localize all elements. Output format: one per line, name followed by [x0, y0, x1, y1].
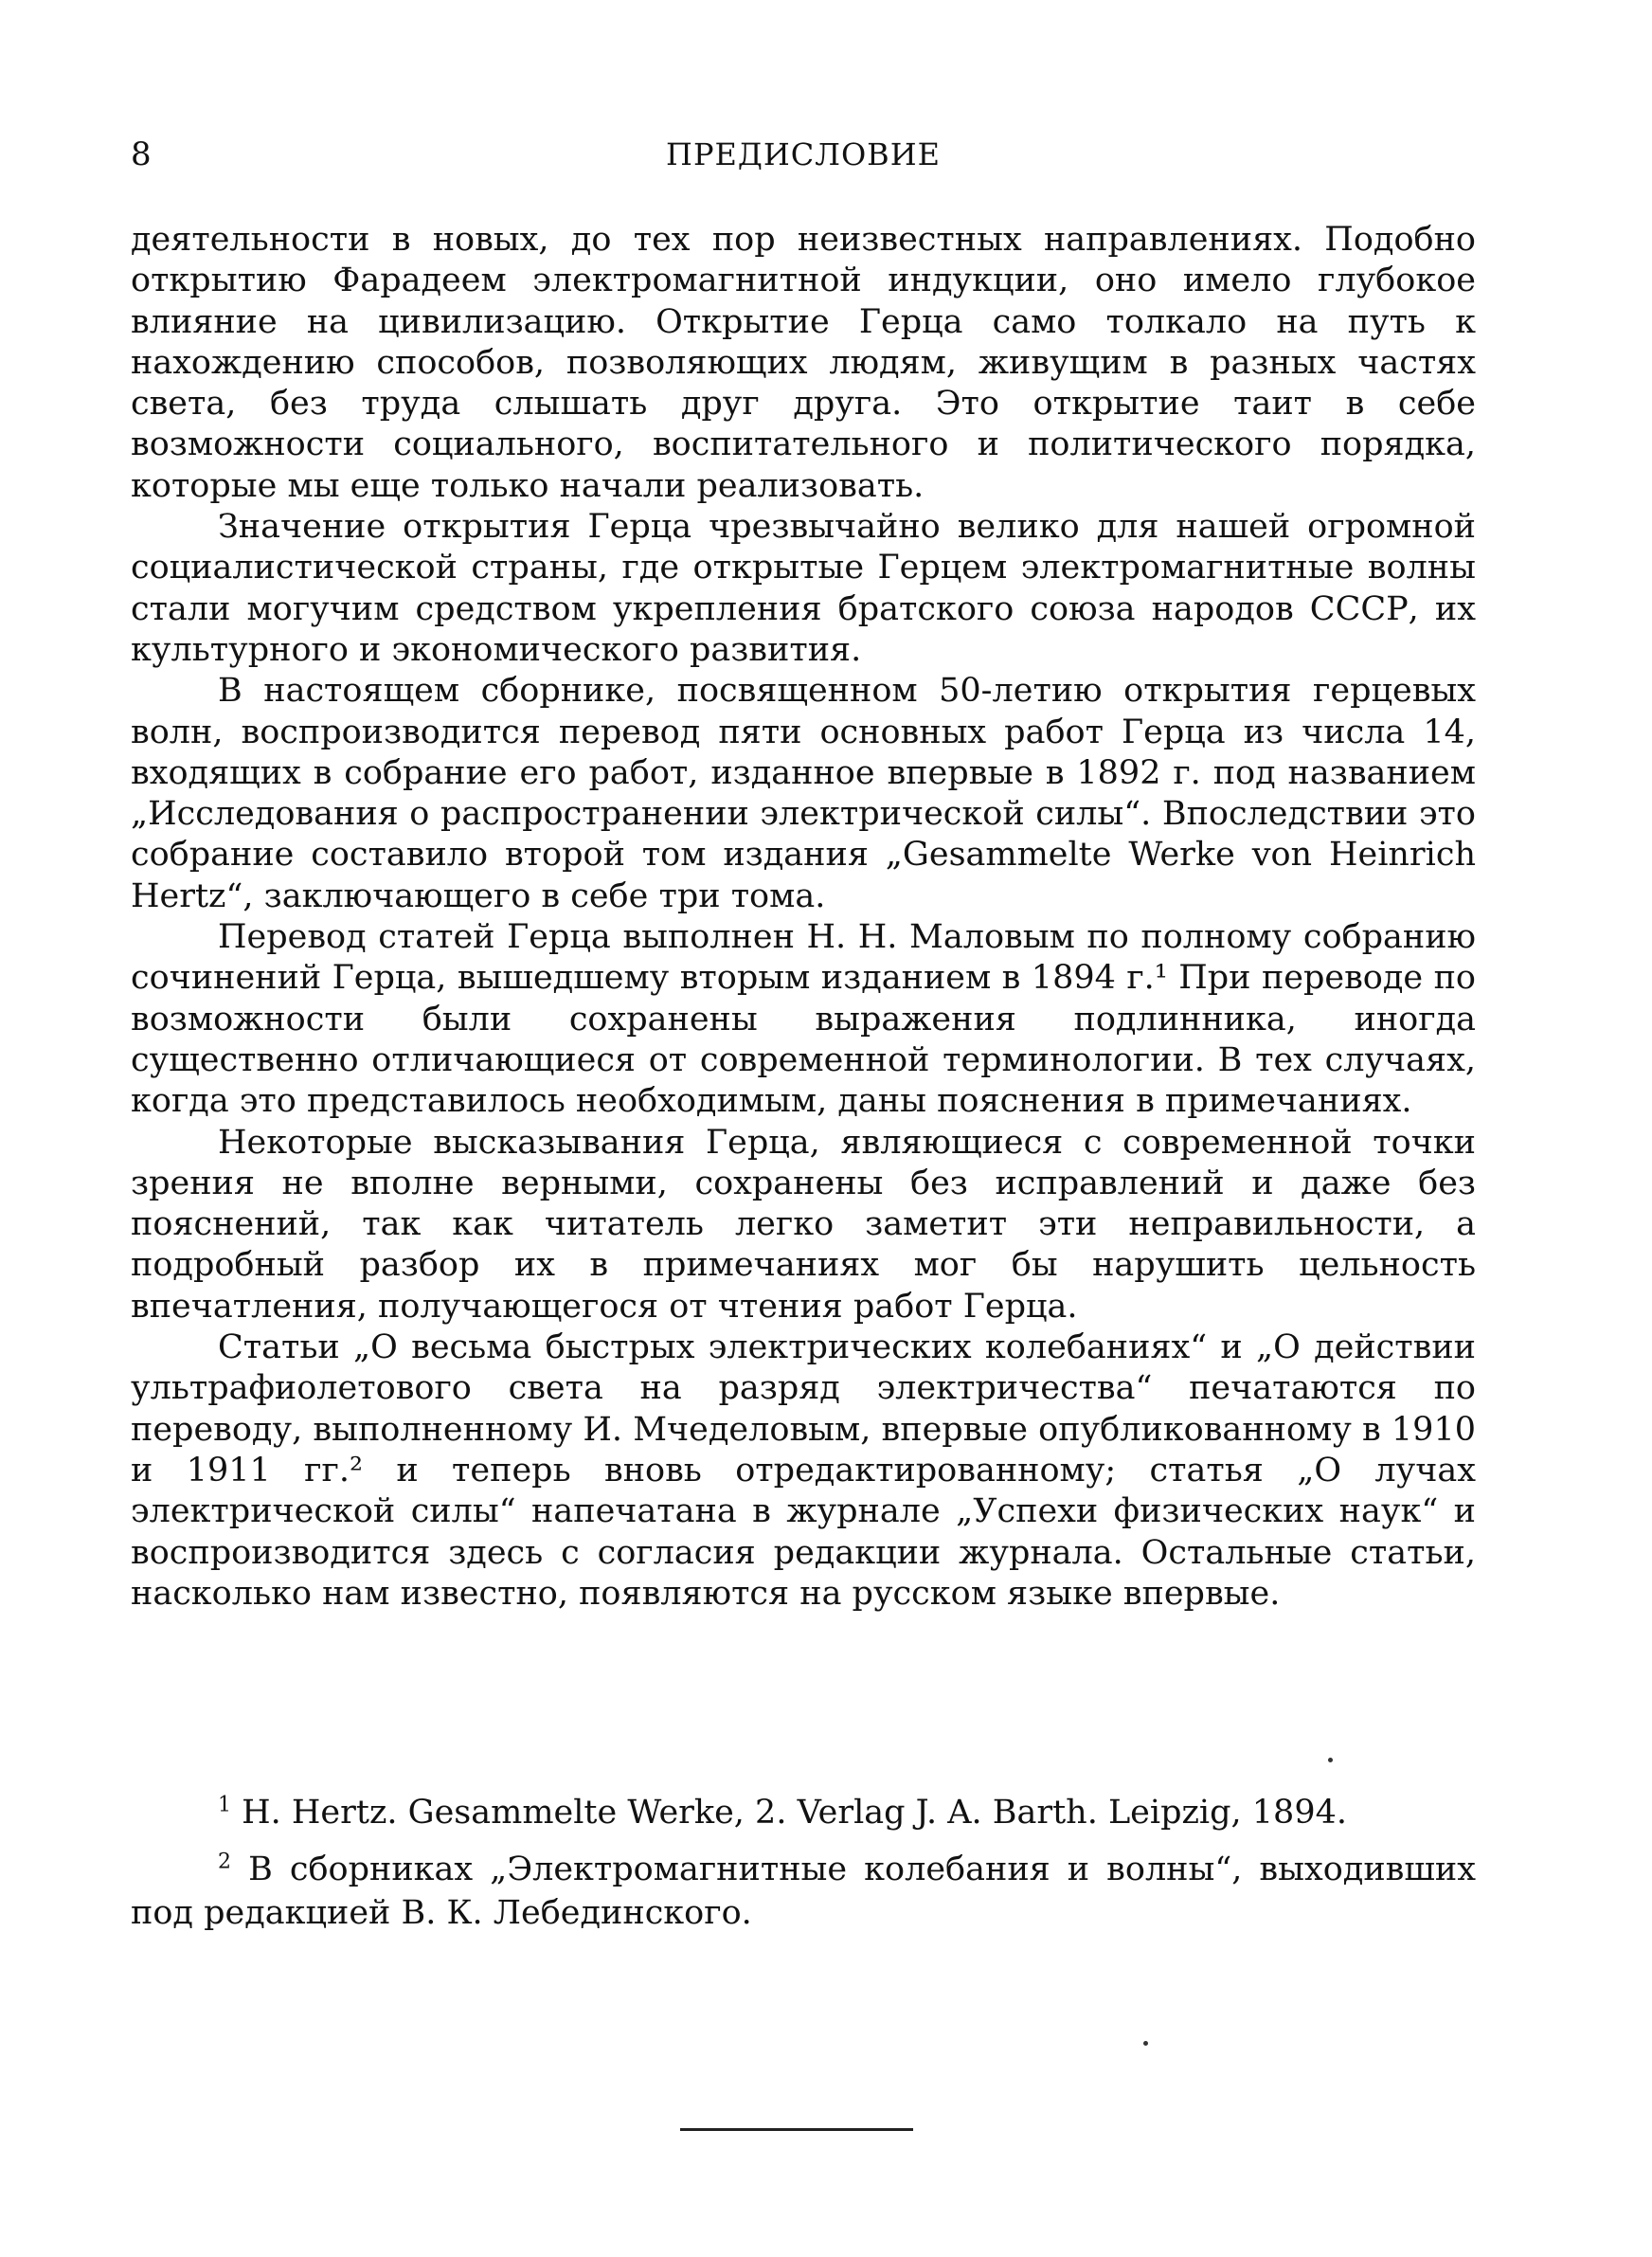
footnote: [131, 1848, 1476, 1935]
footnote-marker: 2: [218, 1850, 231, 1874]
page-number: 8: [131, 135, 152, 173]
paragraph: Статьи „О весьма быстрых электрических колебаниях“ и „О действии ультрафиолетового света на разряд электричества“ печатаются по переводу, выполненному И. Мчеделовым, впервые опубликованному в 1910 и 1911 гг.² и теперь вновь отредактированному; статья „О лучах электрической силы“ напечатана в журнале „Успехи физических наук“ и воспроизводится здесь с согласия редакции журнала. Остальные статьи, насколько нам известно, появляются на русском языке впервые.: [131, 1328, 1476, 1613]
footnote-marker: 1: [218, 1793, 231, 1817]
footnotes: [131, 1791, 1476, 1948]
running-title: ПРЕДИСЛОВИЕ: [666, 136, 941, 172]
print-speck: [1143, 2041, 1148, 2046]
footnote-text: В сборниках „Электромагнитные колебания и волны“, выходивших под редакцией В. К. Лебединского.: [131, 1851, 1476, 1932]
page-header: [131, 131, 1476, 178]
footnote: [131, 1791, 1476, 1834]
main-text: [131, 220, 1476, 1615]
print-speck: [1328, 1758, 1333, 1762]
paragraph: Перевод статей Герца выполнен Н. Н. Маловым по полному собранию сочинений Герца, вышедшему вторым изданием в 1894 г.¹ При переводе по возможности были сохранены выражения подлинника, иногда существенно отличающиеся от современной терминологии. В тех случаях, когда это представилось необходимым, даны пояснения в примечаниях.: [131, 918, 1476, 1121]
paragraph: Значение открытия Герца чрезвычайно велико для нашей огромной социалистической страны, где открытые Герцем электромагнитные волны стали могучим средством укрепления братского союза народов СССР, их культурного и экономического развития.: [131, 508, 1476, 669]
paragraph: Некоторые высказывания Герца, являющиеся с современной точки зрения не вполне верными, сохранены без исправлений и даже без пояснений, так как читатель легко заметит эти неправильности, а подробный разбор их в примечаниях мог бы нарушить цельность впечатления, получающегося от чтения работ Герца.: [131, 1123, 1476, 1326]
paragraph: деятельности в новых, до тех пор неизвестных направлениях. Подобно открытию Фарадеем электромагнитной индукции, оно имело глубокое влияние на цивилизацию. Открытие Герца само толкало на путь к нахождению способов, позволяющих людям, живущим в разных частях света, без труда слышать друг друга. Это открытие таит в себе возможности социального, воспитательного и политического порядка, которые мы еще только начали реализовать.: [131, 221, 1476, 505]
paragraph: В настоящем сборнике, посвященном 50-летию открытия герцевых волн, воспроизводится перевод пяти основных работ Герца из числа 14, входящих в собрание его работ, изданное впервые в 1892 г. под названием „Исследования о распространении электрической силы“. Впоследствии это собрание составило второй том издания „Gesammelte Werke von Heinrich Hertz“, заключающего в себе три тома.: [131, 672, 1476, 915]
footnote-text: H. Hertz. Gesammelte Werke, 2. Verlag J. A. Barth. Leipzig, 1894.: [242, 1794, 1347, 1832]
end-rule: [680, 2128, 913, 2131]
